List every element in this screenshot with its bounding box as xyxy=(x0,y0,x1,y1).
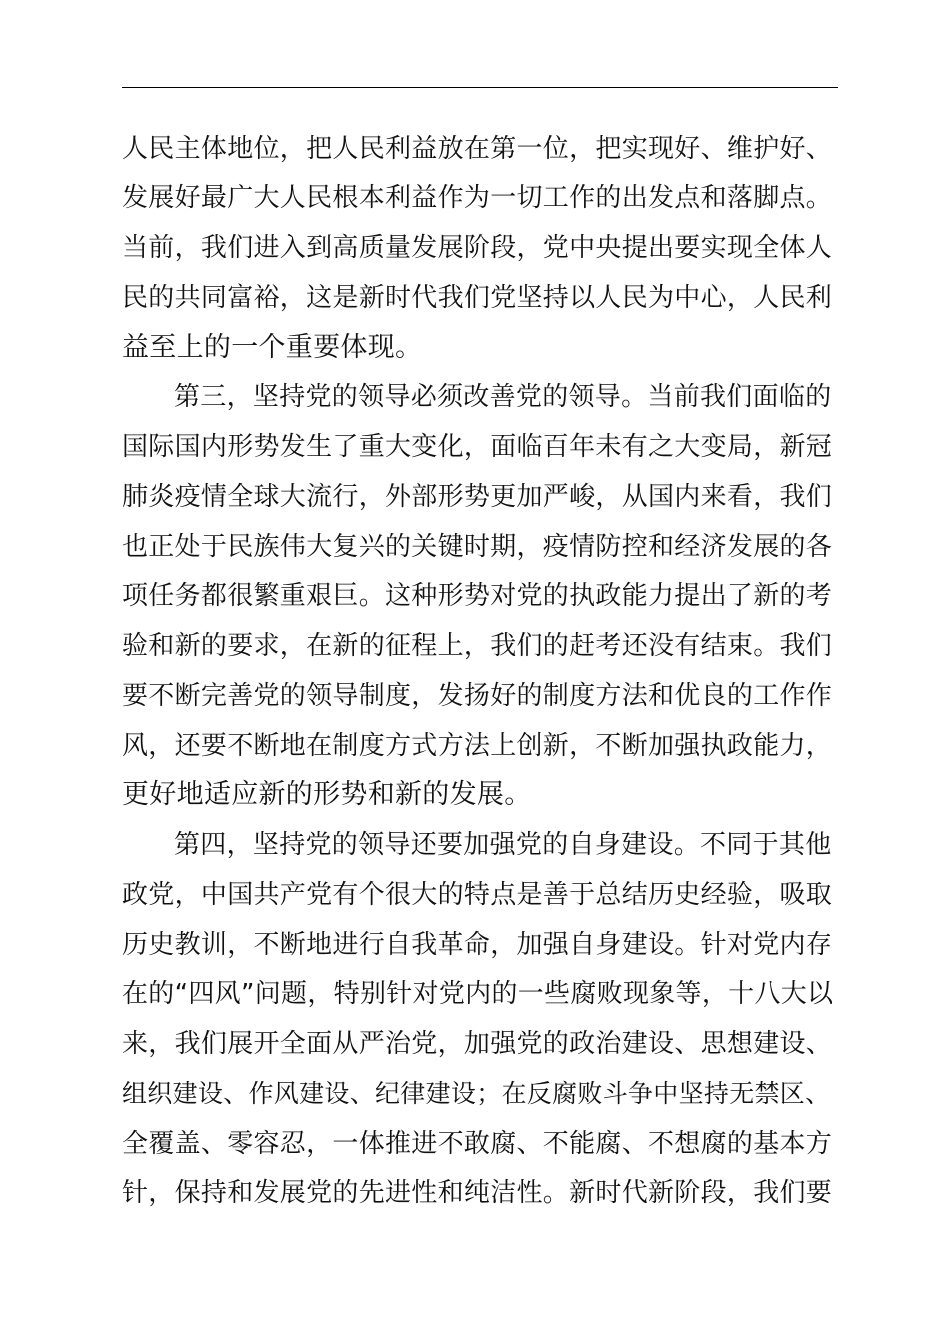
text-line: 要不断完善党的领导制度，发扬好的制度方法和优良的工作作 xyxy=(122,681,833,711)
text-line: 也正处于民族伟大复兴的关键时期，疫情防控和经济发展的各 xyxy=(122,532,833,562)
text-line: 发展好最广大人民根本利益作为一切工作的出发点和落脚点。 xyxy=(122,183,833,213)
text-line: 历史教训，不断地进行自我革命，加强自身建设。针对党内存 xyxy=(122,930,833,960)
text-line: 针，保持和发展党的先进性和纯洁性。新时代新阶段，我们要 xyxy=(122,1178,833,1208)
text-line: 验和新的要求，在新的征程上，我们的赶考还没有结束。我们 xyxy=(122,631,833,661)
text-line: 项任务都很繁重艰巨。这种形势对党的执政能力提出了新的考 xyxy=(122,581,833,611)
paragraph-first-line: 第四，坚持党的领导还要加强党的自身建设。不同于其他 xyxy=(174,830,832,860)
text-line: 民的共同富裕，这是新时代我们党坚持以人民为中心，人民利 xyxy=(122,283,833,313)
header-rule xyxy=(122,87,838,88)
paragraph-first-line: 第三，坚持党的领导必须改善党的领导。当前我们面临的 xyxy=(174,382,832,412)
text-line: 当前，我们进入到高质量发展阶段，党中央提出要实现全体人 xyxy=(122,233,833,263)
text-line: 全覆盖、零容忍，一体推进不敢腐、不能腐、不想腐的基本方 xyxy=(122,1129,833,1159)
text-line: 国际国内形势发生了重大变化，面临百年未有之大变局，新冠 xyxy=(122,432,833,462)
text-line: 风，还要不断地在制度方式方法上创新，不断加强执政能力， xyxy=(122,731,833,761)
text-line: 在的“四风”问题，特别针对党内的一些腐败现象等，十八大以 xyxy=(122,979,834,1009)
text-line: 更好地适应新的形势和新的发展。 xyxy=(122,779,532,810)
text-line: 政党，中国共产党有个很大的特点是善于总结历史经验，吸取 xyxy=(122,880,833,910)
text-line: 来，我们展开全面从严治党，加强党的政治建设、思想建设、 xyxy=(122,1029,833,1059)
text-line: 人民主体地位，把人民利益放在第一位，把实现好、维护好、 xyxy=(122,134,833,164)
text-line: 组织建设、作风建设、纪律建设；在反腐败斗争中坚持无禁区、 xyxy=(122,1079,831,1108)
text-line: 肺炎疫情全球大流行，外部形势更加严峻，从国内来看，我们 xyxy=(122,482,833,512)
text-line: 益至上的一个重要体现。 xyxy=(122,332,423,363)
